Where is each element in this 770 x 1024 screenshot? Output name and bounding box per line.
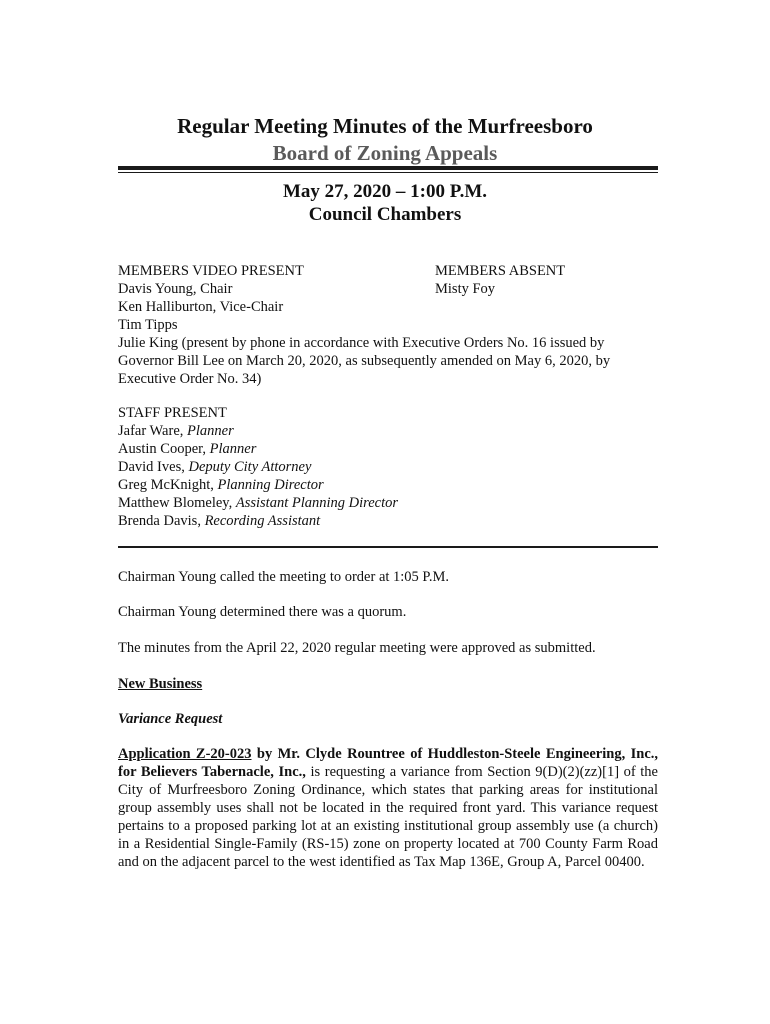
member-absent: Misty Foy	[435, 281, 496, 297]
members-present-heading: MEMBERS VIDEO PRESENT	[118, 263, 304, 279]
variance-request-heading: Variance Request	[118, 711, 223, 727]
staff-title: Planner	[187, 423, 234, 439]
member-present: Davis Young, Chair	[118, 281, 233, 297]
staff-member	[118, 440, 398, 458]
staff-name: David Ives,	[118, 459, 189, 475]
application-paragraph	[118, 745, 658, 871]
member-present: Julie King (present by phone in accordance with Executive Orders No. 16 issued by Governor Bill Lee on March 20, 2020, as subsequently amended on May 6, 2020, by Executive Order No. 34)	[118, 335, 611, 387]
header-rule-thick	[118, 166, 658, 170]
section-divider	[118, 546, 658, 548]
staff-member	[118, 458, 398, 476]
quorum-text: Chairman Young determined there was a quorum.	[118, 604, 407, 620]
members-absent-block	[435, 262, 565, 298]
new-business-heading: New Business	[118, 676, 203, 692]
staff-name: Brenda Davis,	[118, 513, 205, 529]
title-line-1: Regular Meeting Minutes of the Murfreesboro	[177, 114, 593, 138]
staff-title: Deputy City Attorney	[188, 459, 312, 475]
staff-name: Austin Cooper,	[118, 441, 210, 457]
staff-title: Assistant Planning Director	[235, 495, 399, 511]
members-present-block	[118, 262, 663, 388]
call-to-order-text: Chairman Young called the meeting to order at 1:05 P.M.	[118, 569, 450, 585]
staff-present-block	[118, 404, 398, 530]
staff-present-heading: STAFF PRESENT	[118, 405, 227, 421]
staff-member	[118, 494, 398, 512]
meeting-location: Council Chambers	[308, 204, 462, 225]
application-applicant: by Mr. Clyde Rountree of Huddleston-Steele Engineering, Inc., for Believers Tabernacle, Inc.,	[118, 746, 659, 780]
staff-member	[118, 512, 398, 530]
member-present: Ken Halliburton, Vice-Chair	[118, 299, 284, 315]
header-rule-thin	[118, 172, 658, 173]
staff-member	[118, 476, 398, 494]
staff-name: Matthew Blomeley,	[118, 495, 236, 511]
member-present: Tim Tipps	[118, 317, 178, 333]
staff-member	[118, 422, 398, 440]
title-line-2: Board of Zoning Appeals	[272, 141, 498, 165]
application-number: Application Z-20-023	[118, 746, 252, 762]
staff-name: Jafar Ware,	[118, 423, 188, 439]
staff-title: Recording Assistant	[204, 513, 321, 529]
staff-title: Planner	[209, 441, 257, 457]
meeting-date-time: May 27, 2020 – 1:00 P.M.	[282, 181, 488, 202]
members-absent-heading: MEMBERS ABSENT	[435, 263, 566, 279]
minutes-approval-text: The minutes from the April 22, 2020 regular meeting were approved as submitted.	[118, 640, 596, 656]
staff-name: Greg McKnight,	[118, 477, 218, 493]
staff-title: Planning Director	[217, 477, 324, 493]
application-text: is requesting a variance from Section 9(D)(2)(zz)[1] of the City of Murfreesboro Zoning Ordinance, which states that parking areas for institutional group assembly uses shall not be located in the required front yard. This variance request pertains to a proposed parking lot at an existing institutional group assembly use (a church) in a Residential Single-Family (RS-15) zone on property located at 700 County Farm Road and on the adjacent parcel to the west identified as Tax Map 136E, Group A, Parcel 00400.	[118, 764, 658, 870]
